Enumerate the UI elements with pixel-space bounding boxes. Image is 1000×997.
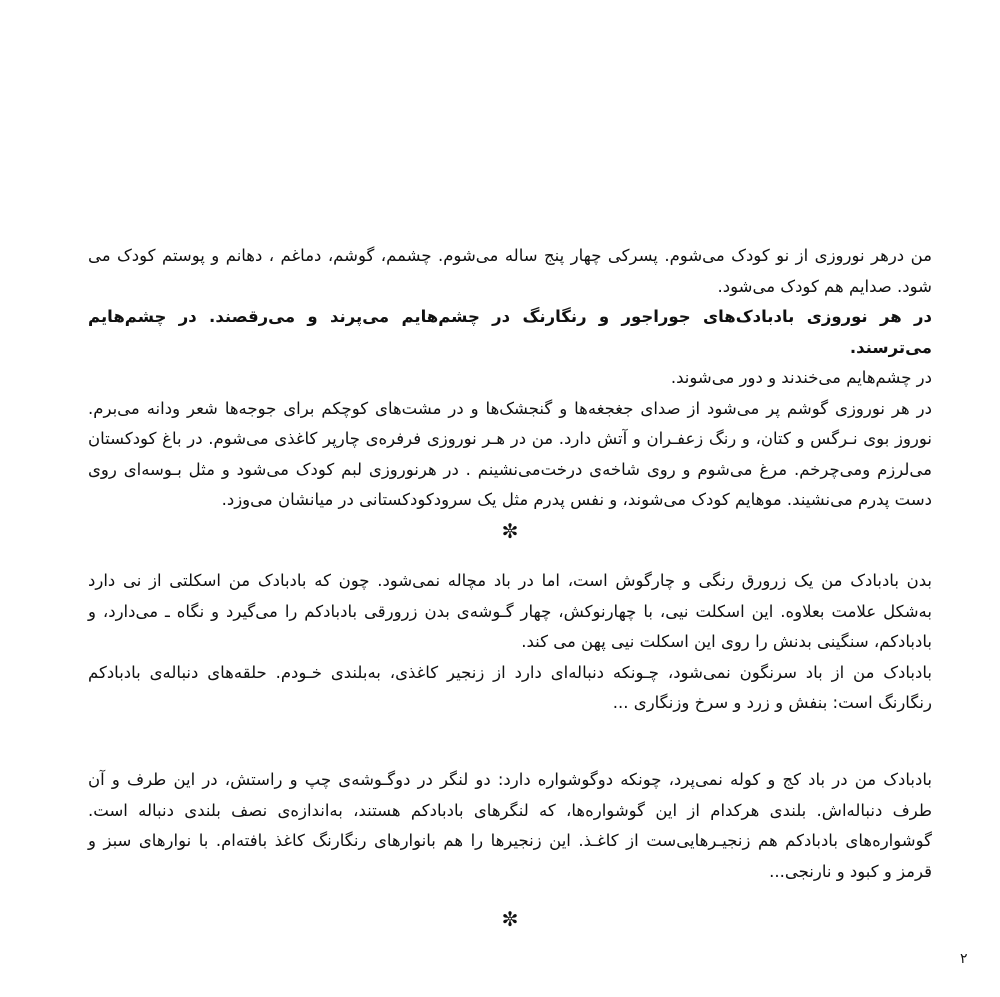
paragraph-kites-laughing: در چشم‌هایم می‌خندند و دور می‌شوند. — [670, 368, 932, 387]
paragraph-kite-anchors: بادبادک من در باد کج و کوله نمی‌پرد، چونکه دوگوشواره دارد: دو لنگر در دوگـوشه‌ی چپ و راستش، در این طرف و آن طرف دنباله‌اش. بلندی هرکدام از این گوشواره‌ها، که لنگرهای بادبادکم هستند، به‌اندازه‌ی نصف بلندی دنباله است. گوشواره‌های بادبادکم هم زنجیـرهایی‌ست از کاغـذ. این زنجیرها را هم بانوارهای رنگارنگ کاغذ بافته‌ام. با نوارهای سبز و قرمز و کبود و نارنجی... — [88, 770, 932, 881]
paragraph-kite-tail: بادبادک من از باد سرنگون نمی‌شود، چـونکه دنباله‌ای دارد از زنجیر کاغذی، به‌بلندی خـودم. حلقه‌های دنباله‌ی بادبادکم رنگارنگ است: بنفش و زرد و سرخ وزنگاری ... — [88, 662, 932, 712]
section-divider-star-2: ✼ — [501, 907, 519, 931]
paragraph-kite-frame: بدن بادبادک من یک زرورق رنگی و چارگوش است، اما در باد مچاله نمی‌شود. چون که بادبادک من اسکلتی از نی دارد به‌شکل علامت بعلاوه. این اسکلت نیی، با چهارنوکش، چهار گـوشه‌ی بدن زرورقی بادبادکم را می‌گیرد و نگاه ـ می‌دارد، و بادبادکم، سنگینی بدنش را روی این اسکلت نیی پهن می کند. — [88, 571, 932, 651]
section-divider-star: ✼ — [501, 519, 519, 543]
paragraph-becoming-child: من درهر نوروزی از نو کودک می‌شوم. پسرکی چهار پنج ساله می‌شوم. چشمم، گوشم، دماغم ، دهانم و پوستم کودک می شود. صدایم هم کودک می‌شود. — [88, 246, 932, 296]
paragraph-nowruz-sounds: در هر نوروزی گوشم پر می‌شود از صدای جغجغه‌ها و گنجشک‌ها و در مشت‌های کوچکم برای جوجه‌ها شعر ودانه می‌برم. نوروز بوی نـرگس و کتان، و رنگ زعفـران و آتش دارد. من در هـر نوروزی فرفره‌ی چارپر کاغذی می‌شوم. در باغ کودکستان می‌لرزم ومی‌چرخم. مرغ می‌شوم و روی شاخه‌ی درخت‌می‌نشینم . در هرنوروزی لبم کودک می‌شود و مثل بـوسه‌ای روی دست پدرم می‌نشیند. موهایم کودک می‌شوند، و نفس پدرم مثل یک سرودکودکستانی در میانشان می‌وزد. — [88, 398, 932, 509]
section-kite-earrings — [88, 765, 932, 887]
paragraph-kites-in-eyes: در هر نوروزی بادبادک‌های جوراجور و رنگارنگ در چشم‌هایم می‌پرند و می‌رقصند. در چشم‌هایم می‌ترسند. — [88, 307, 932, 357]
book-page — [88, 0, 932, 997]
section-nowruz-childhood — [88, 241, 932, 516]
section-kite-body — [88, 566, 932, 719]
page-number: ۲ — [960, 951, 968, 967]
